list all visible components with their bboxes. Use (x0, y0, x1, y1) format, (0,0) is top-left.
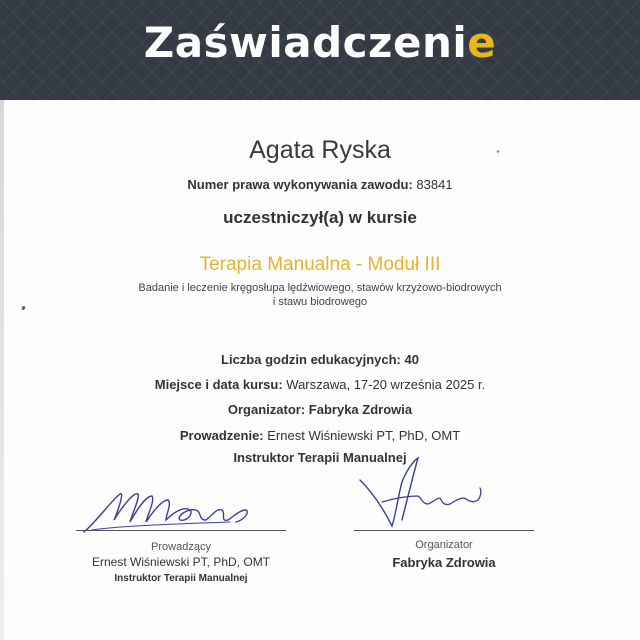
hours-label: Liczba godzin edukacyjnych: (221, 352, 401, 367)
license-label: Numer prawa wykonywania zawodu: (187, 177, 413, 192)
left-signature-name: Ernest Wiśniewski PT, PhD, OMT (91, 555, 271, 569)
left-signature-title: Instruktor Terapii Manualnej (114, 573, 248, 584)
place-date-value: Warszawa, 17-20 września 2025 r. (286, 377, 486, 392)
organizer-label: Organizator: (227, 402, 306, 417)
left-signature-line (76, 530, 286, 531)
right-signature (352, 452, 492, 540)
right-signature-name: Fabryka Zdrowia (392, 555, 496, 570)
scan-speck (21, 306, 26, 311)
course-description (0, 281, 640, 309)
lead-line (0, 428, 640, 443)
header-banner (0, 0, 640, 100)
lead-title: Instruktor Terapii Manualnej (233, 450, 407, 465)
recipient-name: Agata Ryska (249, 136, 391, 164)
lead-value: Ernest Wiśniewski PT, PhD, OMT (267, 428, 461, 443)
course-description-line-2: i stawu biodrowego (272, 296, 368, 308)
course-title: Terapia Manualna - Moduł III (199, 254, 441, 275)
license-number: 83841 (416, 177, 453, 192)
hours-value: 40 (404, 352, 419, 367)
certificate-title (0, 18, 640, 67)
course-description-line-1: Badanie i leczenie kręgosłupa lędźwiowego, stawów krzyżowo-biodrowych (138, 282, 502, 294)
place-date-line (0, 377, 640, 392)
place-date-label: Miejsce i data kursu: (154, 377, 283, 392)
right-signature-role: Organizator (415, 539, 473, 551)
lead-label: Prowadzenie: (179, 428, 264, 443)
participated-text: uczestniczył(a) w kursie (223, 208, 417, 227)
left-signature-role: Prowadzący (151, 541, 211, 553)
right-signature-line (354, 530, 534, 531)
license-line (0, 177, 640, 192)
certificate-title-main: Zaświadczeni (143, 18, 468, 67)
left-signature (80, 480, 270, 540)
hours-line (0, 352, 640, 367)
organizer-line (0, 402, 640, 417)
organizer-value: Fabryka Zdrowia (308, 402, 413, 417)
certificate-title-accent-letter: e (467, 18, 497, 67)
